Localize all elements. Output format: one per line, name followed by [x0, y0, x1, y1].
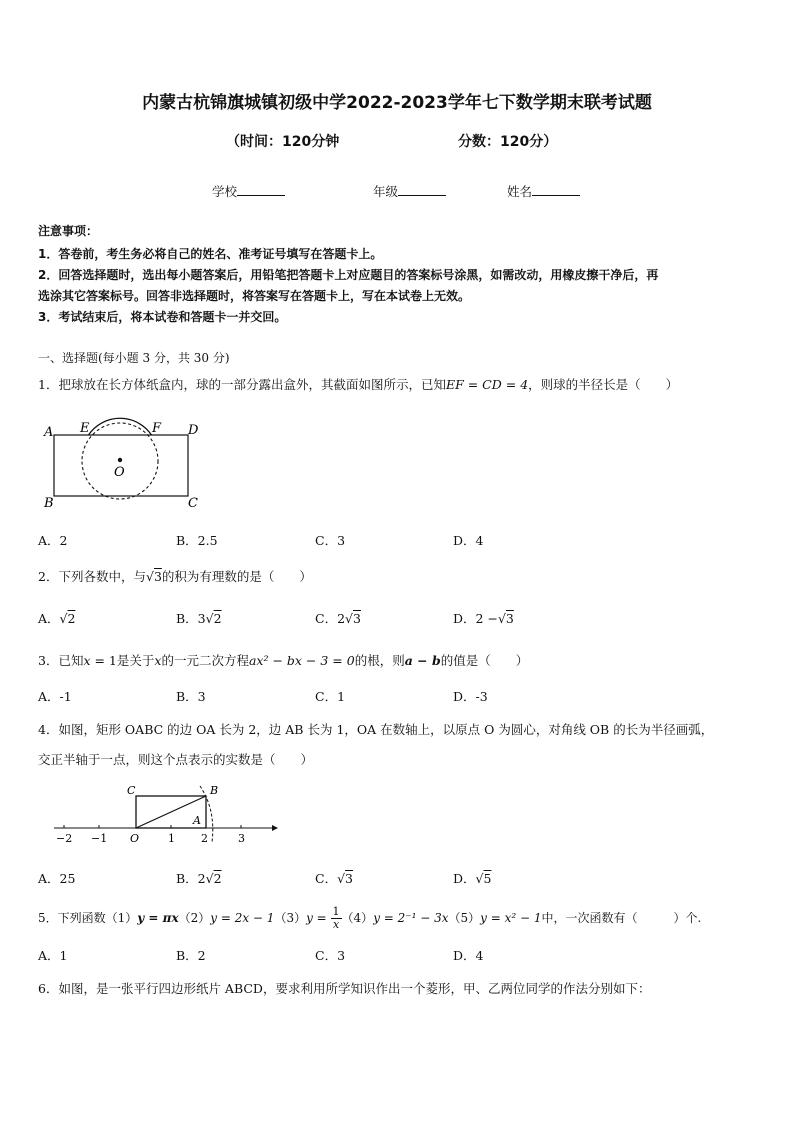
note-2b: 选涂其它答案标号。回答非选择题时，将答案写在答题卡上，写在本试卷上无效。: [38, 289, 471, 303]
q3-option-d[interactable]: D．-3: [453, 689, 488, 704]
q3-text-d: 的值是（ ）: [440, 653, 529, 668]
q2-text-end: 的积为有理数的是（ ）: [161, 569, 312, 584]
q4-option-b[interactable]: B．2√2: [176, 871, 222, 886]
q3-equation: ax² − bx − 3 = 0: [248, 653, 355, 668]
q5-l2: （2）: [178, 911, 211, 925]
q1-option-c[interactable]: C．3: [315, 533, 346, 548]
q5-l4: （4）: [341, 911, 374, 925]
q5-option-b[interactable]: B．2: [176, 948, 206, 963]
q4-c-label: C．: [315, 871, 338, 886]
question-4-line1: 4．如图，矩形 OABC 的边 OA 长为 2，边 AB 长为 1，OA 在数轴上，以原点 O 为圆心，对角线 OB 的长为半径画弧，: [38, 722, 714, 737]
q3-eq: = 1是关于: [90, 653, 155, 668]
name-blank: [532, 183, 580, 196]
tick-label-3: 3: [238, 832, 245, 845]
q4-c-radicand: 3: [345, 871, 353, 886]
q3-text-c: 的根，则: [354, 653, 405, 668]
label-D: D: [188, 423, 199, 438]
q2-radicand: 3: [153, 569, 162, 584]
q3-a-minus-b: a − b: [404, 653, 441, 668]
label-A: A: [44, 425, 54, 440]
q5-f2: y = 2x − 1: [210, 911, 275, 925]
q2-option-b[interactable]: B．3√2: [176, 611, 222, 626]
question-4-line2: 交正半轴于一点，则这个点表示的实数是（ ）: [38, 752, 314, 767]
q1-math: EF = CD = 4: [445, 377, 529, 392]
label-B: B: [210, 784, 219, 797]
question-5: [38, 906, 701, 931]
q1-text: 1．把球放在长方体纸盒内，球的一部分露出盒外，其截面如图所示，已知: [38, 377, 446, 392]
q4-option-d[interactable]: D．√5: [453, 871, 492, 886]
q5-option-d[interactable]: D．4: [453, 948, 484, 963]
q5-option-a[interactable]: A．1: [38, 948, 68, 963]
label-C: C: [188, 496, 198, 511]
q5-frac-den: x: [332, 918, 340, 931]
q3-x2: x: [154, 653, 162, 668]
label-A: A: [193, 814, 201, 827]
q5-fraction: [331, 906, 342, 931]
q3-x: x: [83, 653, 91, 668]
q5-l5: （5）: [448, 911, 481, 925]
label-E: E: [80, 421, 90, 436]
label-C: C: [127, 784, 136, 797]
number-line-arrow: [272, 825, 278, 831]
question-1: [38, 375, 678, 393]
q3-option-c[interactable]: C．1: [315, 689, 346, 704]
question-2: 2．下列各数中，与√3的积为有理数的是（ ）: [38, 569, 312, 584]
grade-field: [373, 182, 446, 200]
q2-option-c[interactable]: C．2√3: [315, 611, 361, 626]
note-2a: 2．回答选择题时，选出每小题答案后，用铅笔把答题卡上对应题目的答案标号涂黑，如需改动，用橡皮擦干净后，再: [38, 268, 659, 282]
q4-d-label: D．: [453, 871, 476, 886]
q4-b-label: B．2: [176, 871, 206, 886]
q5-l3: （3）: [274, 911, 307, 925]
q4-option-c[interactable]: C．√3: [315, 871, 353, 886]
q2-text: 2．下列各数中，与: [38, 569, 146, 584]
q2-c-radicand: 3: [353, 611, 361, 626]
q4-d-radicand: 5: [483, 871, 492, 886]
section-heading: 一、选择题(每小题 3 分，共 30 分): [38, 351, 230, 365]
exam-time: （时间：120分钟: [226, 134, 340, 150]
note-1: 1．答卷前，考生务必将自己的姓名、准考证号填写在答题卡上。: [38, 247, 383, 261]
q3-text-b: 的一元二次方程: [161, 653, 249, 668]
q3-option-b[interactable]: B．3: [176, 689, 206, 704]
school-label: 学校: [212, 184, 238, 199]
q5-f4: y = 2⁻¹ − 3x: [373, 911, 449, 925]
q2-c-label: C．2: [315, 611, 346, 626]
name-field: [507, 182, 580, 200]
q2-option-a[interactable]: A．√2: [38, 611, 76, 626]
q2-d-radicand: 3: [505, 611, 514, 626]
q2-a-radicand: 2: [67, 611, 76, 626]
grade-blank: [398, 183, 446, 196]
q2-option-d[interactable]: D．2 −√3: [453, 611, 514, 626]
label-F: F: [152, 421, 162, 436]
q1-option-a[interactable]: A．2: [38, 533, 68, 548]
q1-figure: [36, 414, 206, 514]
q2-a-label: A．: [38, 611, 60, 626]
q2-d-label: D．2 −: [453, 611, 498, 626]
center-dot: [118, 458, 122, 462]
grade-label: 年级: [373, 184, 399, 199]
q4-b-radicand: 2: [213, 871, 222, 886]
tick-label-1: 1: [168, 832, 175, 845]
notes-heading: 注意事项：: [38, 224, 99, 238]
q5-f5: y = x² − 1: [480, 911, 542, 925]
label-B: B: [44, 496, 54, 511]
exam-title: 内蒙古杭锦旗城镇初级中学2022-2023学年七下数学期末联考试题: [142, 93, 652, 113]
school-blank: [237, 183, 285, 196]
label-O: O: [130, 832, 140, 845]
q1-text-end: ，则球的半径长是（ ）: [528, 377, 679, 392]
q3-text: 3．已知: [38, 653, 84, 668]
note-3: 3．考试结束后，将本试卷和答题卡一并交回。: [38, 310, 287, 324]
q5-f1: y = πx: [137, 911, 179, 925]
exam-score: 分数：120分）: [458, 134, 558, 150]
school-field: [212, 182, 285, 200]
q2-b-radicand: 2: [213, 611, 222, 626]
q1-option-b[interactable]: B．2.5: [176, 533, 218, 548]
tick-label-m2: −2: [56, 832, 73, 845]
q5-text: 5．下列函数（1）: [38, 911, 138, 925]
q5-f3: y =: [306, 911, 331, 925]
q2-b-label: B．3: [176, 611, 206, 626]
q5-text-end: 中，一次函数有（ ）个.: [541, 911, 702, 925]
q5-option-c[interactable]: C．3: [315, 948, 346, 963]
ball-arc: [89, 418, 152, 435]
q4-option-a[interactable]: A．25: [38, 871, 76, 886]
q1-option-d[interactable]: D．4: [453, 533, 484, 548]
q5-frac-num: 1: [332, 905, 340, 918]
label-O: O: [114, 465, 125, 480]
q3-option-a[interactable]: A．-1: [38, 689, 72, 704]
tick-label-2: 2: [201, 832, 208, 845]
question-3: [38, 651, 528, 669]
tick-label-m1: −1: [91, 832, 108, 845]
name-label: 姓名: [507, 184, 533, 199]
question-6: 6．如图，是一张平行四边形纸片 ABCD，要求利用所学知识作出一个菱形，甲、乙两位同学的作法分别如下：: [38, 981, 651, 996]
q4-figure: [50, 780, 280, 852]
